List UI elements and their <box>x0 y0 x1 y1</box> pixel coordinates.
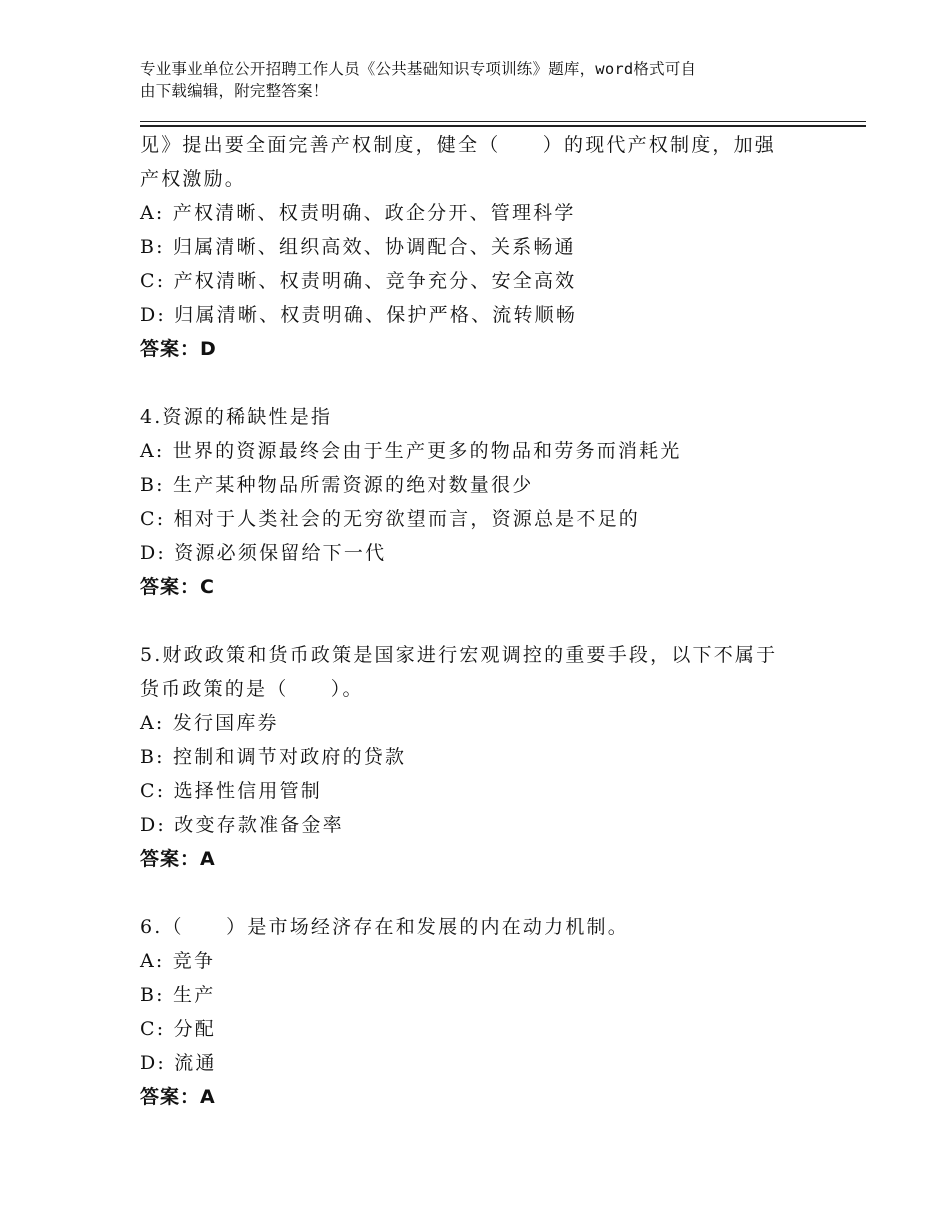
option-a: A: 产权清晰、权责明确、政企分开、管理科学 <box>140 202 576 224</box>
question-5 <box>140 638 840 876</box>
option-b: B: 控制和调节对政府的贷款 <box>140 746 407 768</box>
question-3 <box>140 128 840 366</box>
header-line-1: 专业事业单位公开招聘工作人员《公共基础知识专项训练》题库，word格式可自 <box>140 60 697 78</box>
option-d: D: 改变存款准备金率 <box>140 814 344 836</box>
option-c: C: 相对于人类社会的无穷欲望而言，资源总是不足的 <box>140 508 640 530</box>
option-d: D: 流通 <box>140 1052 217 1074</box>
option-d: D: 归属清晰、权责明确、保护严格、流转顺畅 <box>140 304 578 326</box>
option-c: C: 选择性信用管制 <box>140 780 322 802</box>
question-stem: 见》提出要全面完善产权制度，健全（ ）的现代产权制度，加强 <box>140 134 777 156</box>
spacer <box>140 876 840 910</box>
question-6 <box>140 910 840 1114</box>
option-a: A: 竞争 <box>140 950 216 972</box>
answer-label: 答案：A <box>140 848 216 870</box>
option-c: C: 产权清晰、权责明确、竞争充分、安全高效 <box>140 270 577 292</box>
answer-label: 答案：C <box>140 576 215 598</box>
option-d: D: 资源必须保留给下一代 <box>140 542 387 564</box>
question-stem: 4.资源的稀缺性是指 <box>140 406 333 428</box>
question-stem: 产权激励。 <box>140 168 247 190</box>
option-a: A: 世界的资源最终会由于生产更多的物品和劳务而消耗光 <box>140 440 682 462</box>
spacer <box>140 604 840 638</box>
answer-label: 答案：A <box>140 1086 216 1108</box>
header-line-2: 由下载编辑，附完整答案！ <box>140 82 329 100</box>
question-stem: 5.财政政策和货币政策是国家进行宏观调控的重要手段，以下不属于 <box>140 644 778 666</box>
question-stem: 货币政策的是（ ）。 <box>140 678 364 700</box>
header-divider <box>140 121 866 127</box>
option-b: B: 生产某种物品所需资源的绝对数量很少 <box>140 474 534 496</box>
question-stem: 6.（ ）是市场经济存在和发展的内在动力机制。 <box>140 916 629 938</box>
answer-label: 答案：D <box>140 338 217 360</box>
question-list <box>140 128 840 1114</box>
option-a: A: 发行国库券 <box>140 712 279 734</box>
option-b: B: 生产 <box>140 984 216 1006</box>
spacer <box>140 366 840 400</box>
question-4 <box>140 400 840 604</box>
option-c: C: 分配 <box>140 1018 216 1040</box>
document-header <box>140 58 820 102</box>
option-b: B: 归属清晰、组织高效、协调配合、关系畅通 <box>140 236 576 258</box>
